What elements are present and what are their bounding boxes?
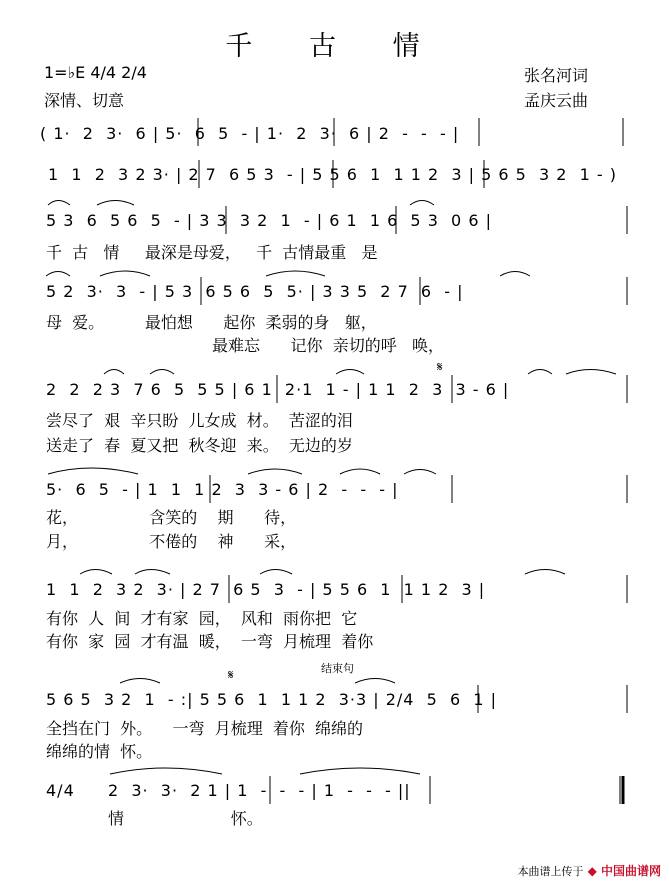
composer: 孟庆云曲 xyxy=(524,91,589,110)
lyrics-line-7-verse-1: 有你 人 间 才有家 园， 风和 雨你把 它 xyxy=(46,609,358,628)
score-line-3: 5 3 6 5 6 5 - | 3 3 3 2 1 - | 6 1 1 6 5 3 0 6 | xyxy=(46,211,492,230)
score-line-7: 1 1 2 3 2 3· | 2 7 6 5 3 - | 5 5 6 1 1 1 2 3 | xyxy=(46,580,486,599)
segno-sign: 𝄋 xyxy=(437,360,443,375)
lyrics-line-5-verse-2: 送走了 春 夏又把 秋冬迎 来。 无边的岁 xyxy=(46,436,353,455)
lyrics-line-8-verse-1: 全挡在门 外。 一弯 月梳理 着你 绵绵的 xyxy=(46,719,364,738)
upload-text: 本曲谱上传于 xyxy=(517,864,584,878)
lyrics-line-9: 情 怀。 xyxy=(108,809,263,828)
lyrics-line-6-verse-2: 月， 不倦的 神 采， xyxy=(46,532,297,551)
score-line-9: 2 3· 3· 2 1 | 1 - - - | 1 - - - || xyxy=(108,781,411,800)
score-line-8: 5 6 5 3 2 1 - :| 5 5 6 1 1 1 2 3·3 | 2/4 5 6 1 | xyxy=(46,690,497,709)
line-9-meter: 4/4 xyxy=(46,781,75,800)
logo-icon: ◆ xyxy=(587,864,597,878)
key-meter: 1=♭E 4/4 2/4 xyxy=(44,63,147,82)
site-logo[interactable] xyxy=(588,862,661,879)
footer xyxy=(518,862,661,879)
score-line-4: 5 2 3· 3 - | 5 3 6 5 6 5 5· | 3 3 5 2 7 6 - | xyxy=(46,282,464,301)
lyrics-line-4-verse-1: 母 爱。 最怕想 起你 柔弱的身 躯， xyxy=(46,313,377,332)
lyrics-line-8-verse-2: 绵绵的情 怀。 xyxy=(46,742,153,761)
lyrics-line-6-verse-1: 花， 含笑的 期 待， xyxy=(46,508,297,527)
lyrics-line-3: 千 古 情 最深是母爱， 千 古情最重 是 xyxy=(46,243,378,262)
segno-sign-2: 𝄋 xyxy=(228,668,234,683)
lyrics-line-5-verse-1: 尝尽了 艰 辛只盼 儿女成 材。 苦涩的泪 xyxy=(46,411,353,430)
lyrics-line-4-verse-2: 最难忘 记你 亲切的呼 唤， xyxy=(212,336,444,355)
site-name: 中国曲谱网 xyxy=(600,864,661,878)
score-line-6: 5· 6 5 - | 1 1 1 2 3 3 - 6 | 2 - - - | xyxy=(46,480,399,499)
expression-mark: 深情、切意 xyxy=(44,91,125,110)
lyrics-line-7-verse-2: 有你 家 园 才有温 暖， 一弯 月梳理 着你 xyxy=(46,632,374,651)
lyricist: 张名河词 xyxy=(524,66,589,85)
score-line-5: 2 2 2 3 7 6 5 5 5 | 6 1 2·1 1 - | 1 1 2 3 3 - 6 | xyxy=(46,380,510,399)
score-line-1: ( 1· 2 3· 6 | 5· 6 5 - | 1· 2 3· 6 | 2 - - - | xyxy=(40,124,460,143)
song-title: 千 古 情 xyxy=(225,31,444,62)
ending-label: 结束句 xyxy=(321,662,354,675)
score-line-2: 1 1 2 3 2 3· | 2 7 6 5 3 - | 5 5 6 1 1 1 2 3 | 5 6 5 3 2 1 - ) xyxy=(48,165,617,184)
